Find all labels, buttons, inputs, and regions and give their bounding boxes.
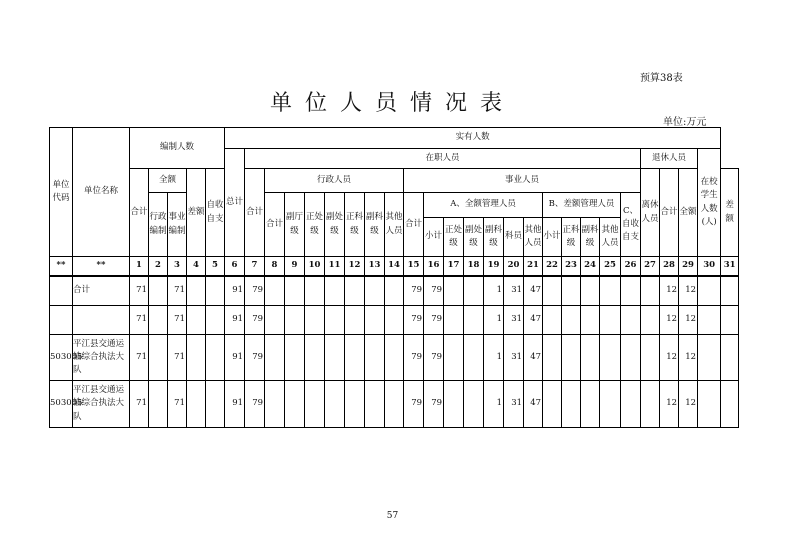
index-cell: 5	[206, 257, 225, 277]
value-cell-col-8	[265, 306, 285, 335]
value-cell-col-12	[345, 335, 365, 381]
header-b-vice-sec: 副科级	[581, 218, 600, 257]
index-cell: 1	[130, 257, 149, 277]
value-cell-col-18	[464, 306, 484, 335]
value-cell-col-29: 12	[679, 335, 698, 381]
header-cat-c: C、自收自支	[621, 193, 641, 257]
header-admin-vice-div: 副处级	[325, 193, 345, 257]
value-cell-col-15: 79	[404, 381, 424, 428]
index-cell: 15	[404, 257, 424, 277]
header-a-full-div: 正处级	[444, 218, 464, 257]
value-cell-col-11	[325, 306, 345, 335]
index-row	[50, 257, 739, 277]
value-cell-col-21: 47	[524, 335, 543, 381]
index-cell: 10	[305, 257, 325, 277]
value-cell-col-28: 12	[660, 276, 679, 306]
value-cell-col-10	[305, 381, 325, 428]
unit-name-cell: 平江县交通运输综合执法大队	[73, 381, 130, 428]
table-row	[50, 335, 739, 381]
value-cell-col-27	[641, 335, 660, 381]
value-cell-col-18	[464, 276, 484, 306]
index-cell: 28	[660, 257, 679, 277]
value-cell-col-19: 1	[484, 306, 504, 335]
header-institution: 事业人员	[404, 169, 641, 193]
index-cell: 26	[621, 257, 641, 277]
unit-label: 单位:万元	[663, 117, 707, 128]
value-cell-col-20: 31	[504, 276, 524, 306]
header-a-other: 其他人员	[524, 218, 543, 257]
header-leave: 离休人员	[641, 169, 660, 257]
value-cell-col-26	[621, 381, 641, 428]
value-cell-col-9	[285, 276, 305, 306]
value-cell-col-14	[385, 276, 404, 306]
value-cell-col-21: 47	[524, 306, 543, 335]
value-cell-col-1: 71	[130, 306, 149, 335]
value-cell-col-25	[600, 276, 621, 306]
header-row-1	[50, 128, 739, 149]
unit-code-cell	[50, 306, 73, 335]
value-cell-col-2	[149, 381, 168, 428]
value-cell-col-29: 12	[679, 381, 698, 428]
index-cell: **	[50, 257, 73, 277]
value-cell-col-13	[365, 335, 385, 381]
index-cell: 7	[245, 257, 265, 277]
value-cell-col-10	[305, 306, 325, 335]
header-in-service-total: 合计	[245, 169, 265, 257]
value-cell-col-25	[600, 306, 621, 335]
value-cell-col-4	[187, 381, 206, 428]
header-admin-other: 其他人员	[385, 193, 404, 257]
header-retired-total: 合计	[660, 169, 679, 257]
index-cell: 16	[424, 257, 444, 277]
header-b-subtotal: 小计	[543, 218, 562, 257]
value-cell-col-13	[365, 276, 385, 306]
value-cell-col-31	[721, 306, 739, 335]
form-number: 预算38表	[640, 73, 683, 84]
value-cell-col-10	[305, 276, 325, 306]
header-admin-staffing: 行政编制	[149, 193, 168, 257]
index-cell: 17	[444, 257, 464, 277]
value-cell-col-4	[187, 335, 206, 381]
value-cell-col-30	[698, 276, 721, 306]
value-cell-col-21: 47	[524, 276, 543, 306]
value-cell-col-23	[562, 306, 581, 335]
value-cell-col-12	[345, 381, 365, 428]
value-cell-col-6: 91	[225, 335, 245, 381]
header-inst-staffing: 事业编制	[168, 193, 187, 257]
value-cell-col-28: 12	[660, 381, 679, 428]
value-cell-col-31	[721, 276, 739, 306]
header-unit-code: 单位代码	[50, 128, 73, 257]
header-staffing-self: 自收自支	[206, 169, 225, 257]
value-cell-col-17	[444, 306, 464, 335]
header-staffing-full: 全额	[149, 169, 187, 193]
value-cell-col-22	[543, 381, 562, 428]
value-cell-col-7: 79	[245, 306, 265, 335]
table-row	[50, 276, 739, 306]
header-admin: 行政人员	[265, 169, 404, 193]
header-actual: 实有人数	[225, 128, 721, 149]
value-cell-col-31	[721, 381, 739, 428]
value-cell-col-24	[581, 306, 600, 335]
value-cell-col-9	[285, 381, 305, 428]
value-cell-col-17	[444, 335, 464, 381]
header-retired-diff: 差额	[721, 169, 739, 257]
value-cell-col-23	[562, 381, 581, 428]
index-cell: 23	[562, 257, 581, 277]
header-admin-full-div: 正处级	[305, 193, 325, 257]
value-cell-col-18	[464, 335, 484, 381]
value-cell-col-28: 12	[660, 306, 679, 335]
index-cell: 12	[345, 257, 365, 277]
value-cell-col-1: 71	[130, 335, 149, 381]
value-cell-col-13	[365, 381, 385, 428]
header-inst-total: 合计	[404, 193, 424, 257]
value-cell-col-6: 91	[225, 306, 245, 335]
value-cell-col-2	[149, 276, 168, 306]
value-cell-col-20: 31	[504, 381, 524, 428]
header-in-service: 在职人员	[245, 149, 641, 169]
value-cell-col-16: 79	[424, 276, 444, 306]
header-row-3	[50, 169, 739, 193]
value-cell-col-3: 71	[168, 306, 187, 335]
value-cell-col-31	[721, 335, 739, 381]
index-cell: 11	[325, 257, 345, 277]
unit-code-cell: 503005	[50, 381, 73, 428]
header-a-section-staff: 科员	[504, 218, 524, 257]
value-cell-col-1: 71	[130, 276, 149, 306]
index-cell: 25	[600, 257, 621, 277]
value-cell-col-5	[206, 276, 225, 306]
value-cell-col-27	[641, 306, 660, 335]
personnel-table	[49, 127, 739, 428]
value-cell-col-2	[149, 306, 168, 335]
value-cell-col-29: 12	[679, 306, 698, 335]
value-cell-col-22	[543, 306, 562, 335]
value-cell-col-6: 91	[225, 276, 245, 306]
value-cell-col-7: 79	[245, 381, 265, 428]
index-cell: **	[73, 257, 130, 277]
value-cell-col-20: 31	[504, 306, 524, 335]
table-row	[50, 381, 739, 428]
value-cell-col-8	[265, 276, 285, 306]
value-cell-col-4	[187, 306, 206, 335]
index-cell: 8	[265, 257, 285, 277]
value-cell-col-30	[698, 306, 721, 335]
page-title: 单位人员情况表	[269, 91, 515, 116]
header-cat-a: A、全额管理人员	[424, 193, 543, 218]
value-cell-col-7: 79	[245, 335, 265, 381]
index-cell: 6	[225, 257, 245, 277]
value-cell-col-17	[444, 276, 464, 306]
value-cell-col-23	[562, 335, 581, 381]
header-admin-full-sec: 正科级	[345, 193, 365, 257]
value-cell-col-13	[365, 306, 385, 335]
header-b-other: 其他人员	[600, 218, 621, 257]
value-cell-col-12	[345, 276, 365, 306]
value-cell-col-6: 91	[225, 381, 245, 428]
value-cell-col-3: 71	[168, 276, 187, 306]
unit-name-cell: 平江县交通运输综合执法大队	[73, 335, 130, 381]
value-cell-col-5	[206, 335, 225, 381]
unit-name-cell: 合计	[73, 276, 130, 306]
header-staffing-diff: 差额	[187, 169, 206, 257]
value-cell-col-22	[543, 335, 562, 381]
value-cell-col-25	[600, 335, 621, 381]
value-cell-col-2	[149, 335, 168, 381]
value-cell-col-23	[562, 276, 581, 306]
page-number: 57	[386, 511, 399, 521]
value-cell-col-5	[206, 381, 225, 428]
index-cell: 21	[524, 257, 543, 277]
value-cell-col-28: 12	[660, 335, 679, 381]
value-cell-col-17	[444, 381, 464, 428]
value-cell-col-3: 71	[168, 381, 187, 428]
index-cell: 3	[168, 257, 187, 277]
table-row	[50, 306, 739, 335]
header-admin-vice-sec: 副科级	[365, 193, 385, 257]
index-cell: 20	[504, 257, 524, 277]
value-cell-col-26	[621, 335, 641, 381]
header-retired: 退休人员	[641, 149, 698, 169]
value-cell-col-9	[285, 306, 305, 335]
index-cell: 31	[721, 257, 739, 277]
value-cell-col-19: 1	[484, 335, 504, 381]
value-cell-col-15: 79	[404, 276, 424, 306]
value-cell-col-26	[621, 306, 641, 335]
value-cell-col-16: 79	[424, 381, 444, 428]
index-cell: 24	[581, 257, 600, 277]
index-cell: 27	[641, 257, 660, 277]
header-a-vice-div: 副处级	[464, 218, 484, 257]
index-cell: 18	[464, 257, 484, 277]
index-cell: 2	[149, 257, 168, 277]
value-cell-col-24	[581, 335, 600, 381]
value-cell-col-8	[265, 381, 285, 428]
value-cell-col-14	[385, 381, 404, 428]
unit-code-cell	[50, 276, 73, 306]
value-cell-col-16: 79	[424, 306, 444, 335]
index-cell: 9	[285, 257, 305, 277]
value-cell-col-4	[187, 276, 206, 306]
value-cell-col-5	[206, 306, 225, 335]
index-cell: 19	[484, 257, 504, 277]
header-retired-full: 全额	[679, 169, 698, 257]
value-cell-col-25	[600, 381, 621, 428]
unit-name-cell	[73, 306, 130, 335]
header-a-subtotal: 小计	[424, 218, 444, 257]
index-cell: 13	[365, 257, 385, 277]
value-cell-col-26	[621, 276, 641, 306]
value-cell-col-15: 79	[404, 335, 424, 381]
header-vice-dept: 副厅级	[285, 193, 305, 257]
header-a-vice-sec: 副科级	[484, 218, 504, 257]
header-b-full-sec: 正科级	[562, 218, 581, 257]
header-students: 在校学生人数(人)	[698, 149, 721, 257]
value-cell-col-24	[581, 381, 600, 428]
value-cell-col-18	[464, 381, 484, 428]
value-cell-col-14	[385, 335, 404, 381]
value-cell-col-3: 71	[168, 335, 187, 381]
header-staffing: 编制人数	[130, 128, 225, 169]
value-cell-col-24	[581, 276, 600, 306]
value-cell-col-11	[325, 335, 345, 381]
header-admin-total: 合计	[265, 193, 285, 257]
value-cell-col-1: 71	[130, 381, 149, 428]
index-cell: 29	[679, 257, 698, 277]
value-cell-col-12	[345, 306, 365, 335]
header-total: 总计	[225, 149, 245, 257]
value-cell-col-22	[543, 276, 562, 306]
value-cell-col-11	[325, 381, 345, 428]
value-cell-col-11	[325, 276, 345, 306]
header-unit-name: 单位名称	[73, 128, 130, 257]
value-cell-col-30	[698, 335, 721, 381]
value-cell-col-30	[698, 381, 721, 428]
header-staffing-total: 合计	[130, 169, 149, 257]
value-cell-col-15: 79	[404, 306, 424, 335]
index-cell: 30	[698, 257, 721, 277]
value-cell-col-29: 12	[679, 276, 698, 306]
value-cell-col-19: 1	[484, 381, 504, 428]
index-cell: 4	[187, 257, 206, 277]
unit-code-cell: 503005	[50, 335, 73, 381]
value-cell-col-9	[285, 335, 305, 381]
value-cell-col-7: 79	[245, 276, 265, 306]
index-cell: 14	[385, 257, 404, 277]
value-cell-col-20: 31	[504, 335, 524, 381]
header-cat-b: B、差额管理人员	[543, 193, 621, 218]
header-row-4	[50, 193, 739, 218]
value-cell-col-27	[641, 381, 660, 428]
index-cell: 22	[543, 257, 562, 277]
value-cell-col-8	[265, 335, 285, 381]
value-cell-col-16: 79	[424, 335, 444, 381]
value-cell-col-21: 47	[524, 381, 543, 428]
value-cell-col-14	[385, 306, 404, 335]
value-cell-col-10	[305, 335, 325, 381]
value-cell-col-27	[641, 276, 660, 306]
value-cell-col-19: 1	[484, 276, 504, 306]
